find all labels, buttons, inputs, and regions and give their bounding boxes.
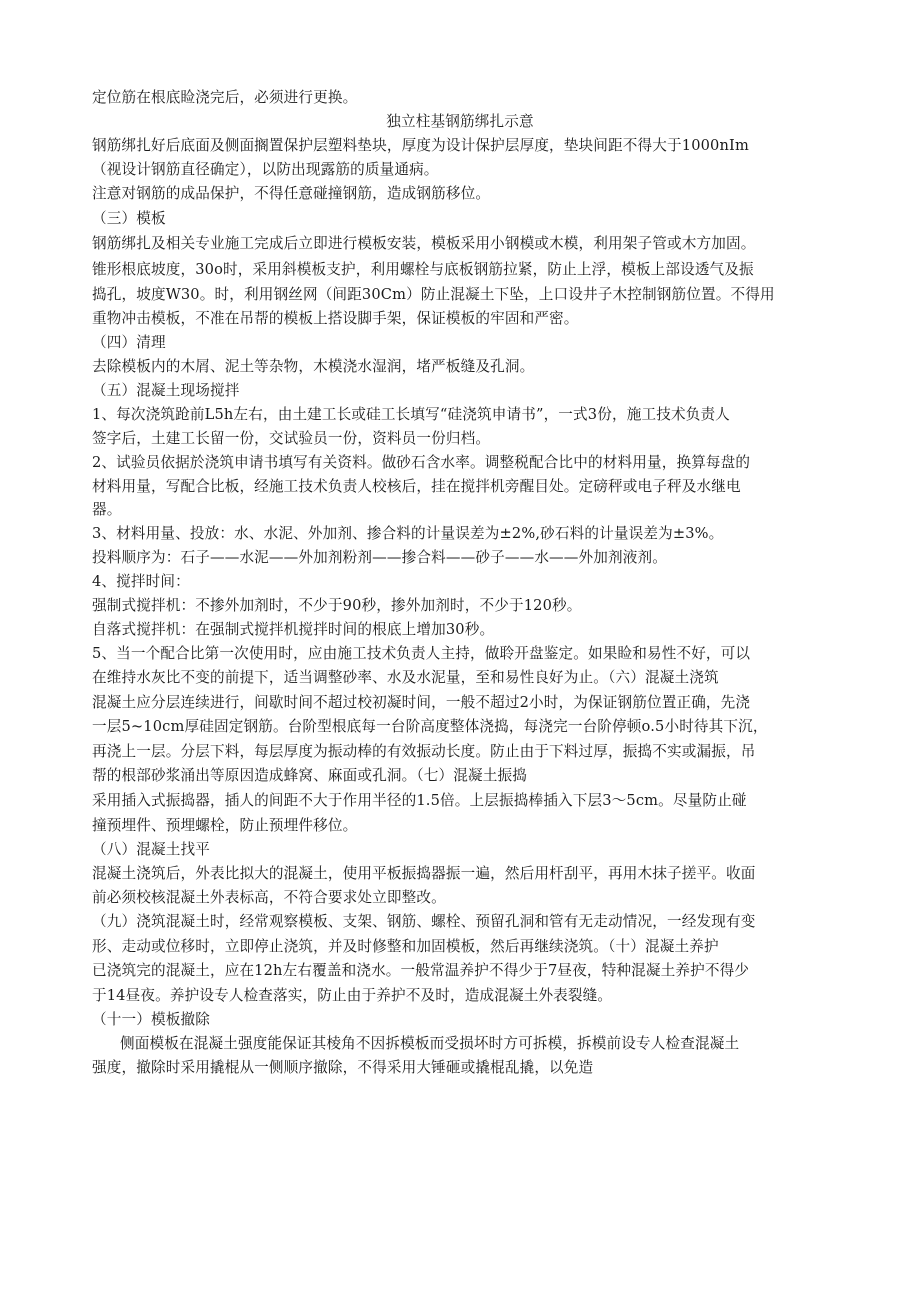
text-line: 采用插入式振捣器，插人的间距不大于作用半径的1.5倍。上层振捣棒插入下层3〜5cm。尽量防止碰 [92,792,747,809]
text-line: 4、搅拌时间： [92,573,190,590]
text-line: 钢筋绑扎及相关专业施工完成后立即进行模板安装，模板采用小钢模或木模，利用架子管或木方加固。 [92,235,756,252]
text-line: 锥形根底坡度，30o时，采用斜模板支护，利用螺栓与底板钢筋拉紧，防止上浮，模板上部设透气及振 [92,261,754,278]
section-heading: （十一）模板撤除 [92,1011,210,1028]
text-line: 1、每次浇筑跄前L5h左右，由土建工长或硅工长填写“硅浇筑申请书”，一式3份，施工技术负责人 [92,406,730,423]
text-line: （视设计钢筋直径确定），以防出现露筋的质量通病。 [92,161,439,178]
text-line: 定位筋在根底睑浇完后，必须进行更换。 [92,89,358,106]
text-line: 强度，撤除时采用撬棍从一侧顺序撤除，不得采用大锤砸或撬棍乱撬，以免造 [92,1059,594,1076]
text-line: 器。 [92,501,122,518]
text-line: 形、走动或位移时，立即停止浇筑，并及时修整和加固模板，然后再继续浇筑。（十）混凝土养护 [92,938,719,955]
section-heading: （四）清理 [92,334,166,351]
text-line: 注意对钢筋的成品保护，不得任意碰撞钢筋，造成钢筋移位。 [92,185,491,202]
text-line: 帮的根部砂浆涌出等原因造成蜂窝、麻面或孔洞。（七）混凝土振捣 [92,767,528,784]
text-line: 捣孔，坡度W30。时，利用钢丝网（间距30Cm）防止混凝土下坠，上口设井子木控制钢筋位置。不得用 [92,286,775,303]
text-line: 前必须校核混凝土外表标高，不符合要求处立即整改。 [92,889,446,906]
text-line: 材料用量，写配合比板，经施工技术负责人校核后，挂在搅拌机旁醒目处。定磅秤或电子秤及水继电 [92,478,741,495]
section-heading: （三）模板 [92,210,166,227]
text-line: 投料顺序为：石子——水泥——外加剂粉剂——掺合料——砂子——水——外加剂液剂。 [92,549,668,566]
figure-caption: 独立柱基钢筋绑扎示意 [386,113,534,130]
text-line: 混凝土浇筑后，外表比拟大的混凝土，使用平板振捣器振一遍，然后用杆刮平，再用木抹子搓平。收面 [92,865,756,882]
text-line: 一层5~10cm厚硅固定钢筋。台阶型根底每一台阶高度整体浇捣，每浇完一台阶停顿o.5小时待其下沉， [92,718,768,735]
section-heading: （五）混凝土现场搅拌 [92,382,240,399]
text-line: 再浇上一层。分层下料，每层厚度为振动棒的有效振动长度。防止由于下料过厚，振捣不实或漏振，吊 [92,743,756,760]
text-line: （九）浇筑混凝土时，经常观察模板、支架、钢筋、螺栓、预留孔洞和管有无走动情况，一经发现有变 [92,913,756,930]
text-line: 在维持水灰比不变的前提下，适当调整砂率、水及水泥量，至和易性良好为止。（六）混凝土浇筑 [92,669,719,686]
text-line: 已浇筑完的混凝土，应在12h左右覆盖和浇水。一般常温养护不得少于7昼夜，特种混凝土养护不得少 [92,962,750,979]
text-line: 5、当一个配合比第一次使用时，应由施工技术负责人主持，做聆开盘鉴定。如果睑和易性不好，可以 [92,645,751,662]
text-line: 钢筋绑扎好后底面及侧面搁置保护层塑料垫块，厚度为设计保护层厚度，垫块间距不得大于1000nIm [92,137,749,154]
text-line: 混凝土应分层连续进行，间歇时间不超过校初凝时间，一般不超过2小时，为保证钢筋位置正确，先浇 [92,694,751,711]
text-line: 去除模板内的木屑、泥土等杂物，木模浇水湿润，堵严板缝及孔洞。 [92,358,535,375]
text-line: 于14昼夜。养护设专人检查落实，防止由于养护不及时，造成混凝土外表裂缝。 [92,987,613,1004]
text-line: 重物冲击模板，不准在吊帮的模板上搭设脚手架，保证模板的牢固和严密。 [92,310,579,327]
text-line: 3、材料用量、投放：水、水泥、外加剂、掺合料的计量误差为±2%,砂石料的计量误差为±3%。 [92,525,724,542]
text-line: 强制式搅拌机：不掺外加剂时，不少于90秒，掺外加剂时，不少于120秒。 [92,597,582,614]
text-line: 自落式搅拌机：在强制式搅拌机搅拌时间的根底上增加30秒。 [92,621,495,638]
section-heading: （八）混凝土找平 [92,841,210,858]
text-line: 侧面模板在混凝土强度能保证其棱角不因拆模板而受损坏时方可拆模，拆模前设专人检查混凝土 [120,1035,740,1052]
text-line: 撞预埋件、预埋螺栓，防止预埋件移位。 [92,817,358,834]
text-line: 2、试验员依据於浇筑申请书填写有关资料。做砂石含水率。调整税配合比中的材料用量，换算每盘的 [92,454,751,471]
text-line: 签字后，土建工长留一份，交试验员一份，资料员一份归档。 [92,430,491,447]
